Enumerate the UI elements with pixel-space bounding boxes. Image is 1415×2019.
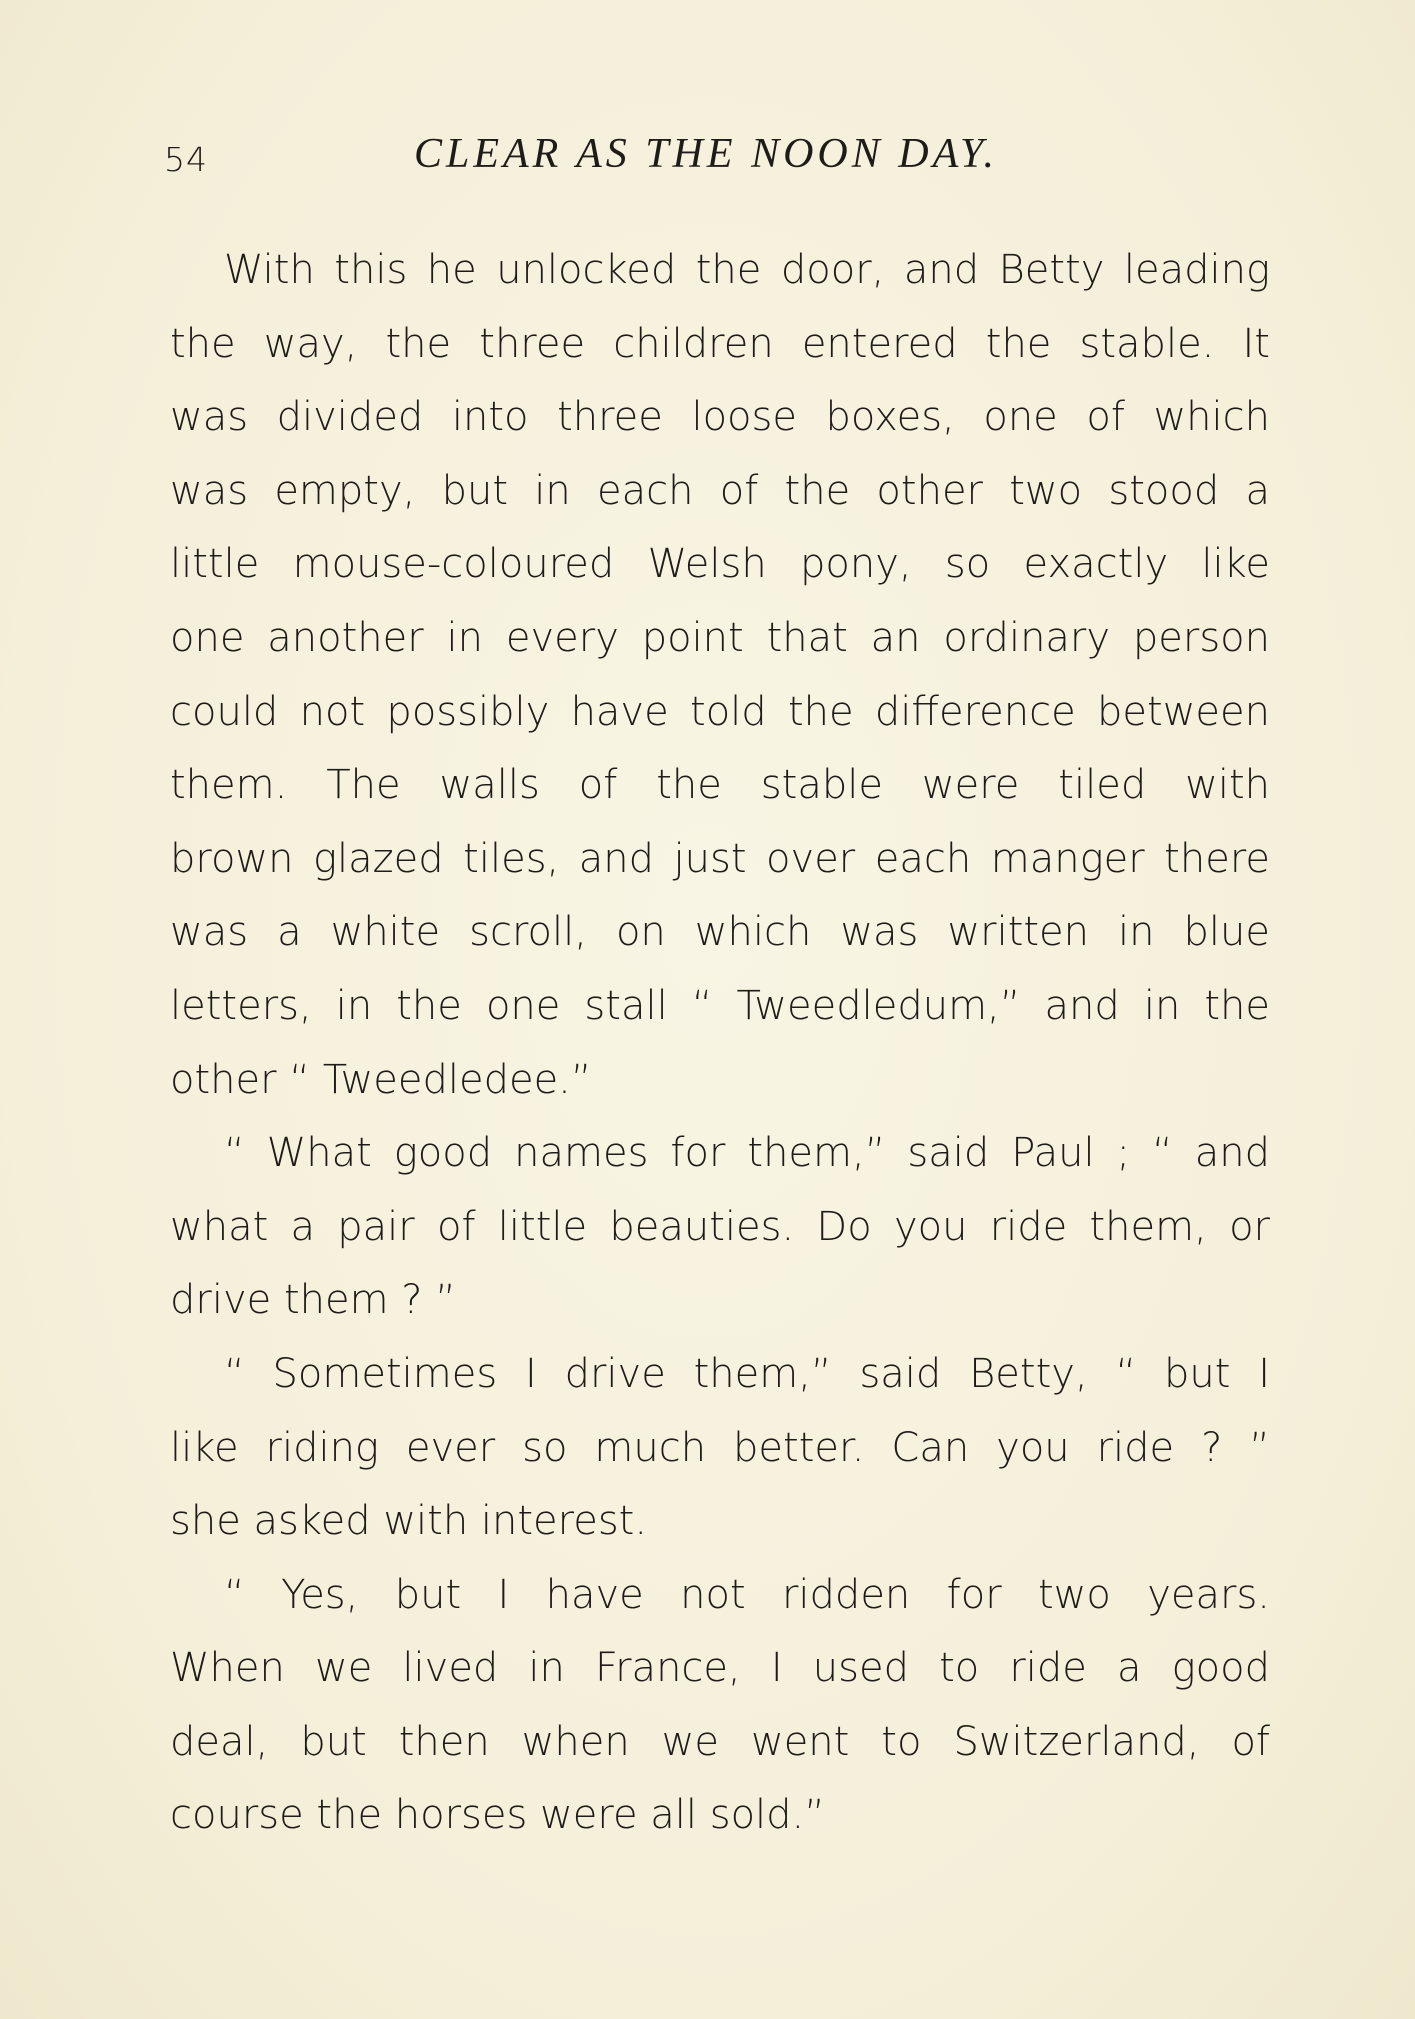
text-line: drive them ? ” (170, 1277, 456, 1324)
page-number: 54 (164, 140, 208, 179)
text-line: With this he unlocked the door, and Betty leading (224, 247, 1270, 293)
text-line: the way, the three children entered the stable. It (170, 320, 1270, 367)
running-head (0, 130, 1415, 190)
running-title: CLEAR AS THE NOON DAY. (414, 131, 998, 177)
text-line: little mouse-coloured Welsh pony, so exactly like (170, 541, 1270, 588)
text-line: was divided into three loose boxes, one of which (170, 394, 1270, 441)
text-line: like riding ever so much better. Can you ride ? ” (170, 1424, 1270, 1471)
text-line: them. The walls of the stable were tiled with (170, 762, 1270, 809)
text-line: what a pair of little beauties. Do you ride them, or (170, 1203, 1270, 1250)
text-line: could not possibly have told the difference between (170, 688, 1270, 735)
text-line: other “ Tweedledee.” (170, 1056, 592, 1103)
text-line: “ Yes, but I have not ridden for two years. (224, 1571, 1270, 1618)
text-line: When we lived in France, I used to ride a good (170, 1645, 1270, 1692)
text-line: course the horses were all sold.” (170, 1792, 825, 1839)
body-text (170, 234, 1270, 1853)
text-line: she asked with interest. (170, 1498, 648, 1545)
text-line: “ Sometimes I drive them,” said Betty, “ but I (224, 1350, 1270, 1397)
text-line: letters, in the one stall “ Tweedledum,” and in the (170, 982, 1270, 1029)
text-line: brown glazed tiles, and just over each manger there (170, 835, 1270, 882)
text-line: one another in every point that an ordinary person (170, 614, 1270, 661)
text-line: was a white scroll, on which was written in blue (170, 909, 1270, 956)
text-line: was empty, but in each of the other two stood a (170, 467, 1270, 514)
text-line: deal, but then when we went to Switzerland, of (170, 1718, 1270, 1765)
text-line: “ What good names for them,” said Paul ; “ and (224, 1130, 1270, 1177)
